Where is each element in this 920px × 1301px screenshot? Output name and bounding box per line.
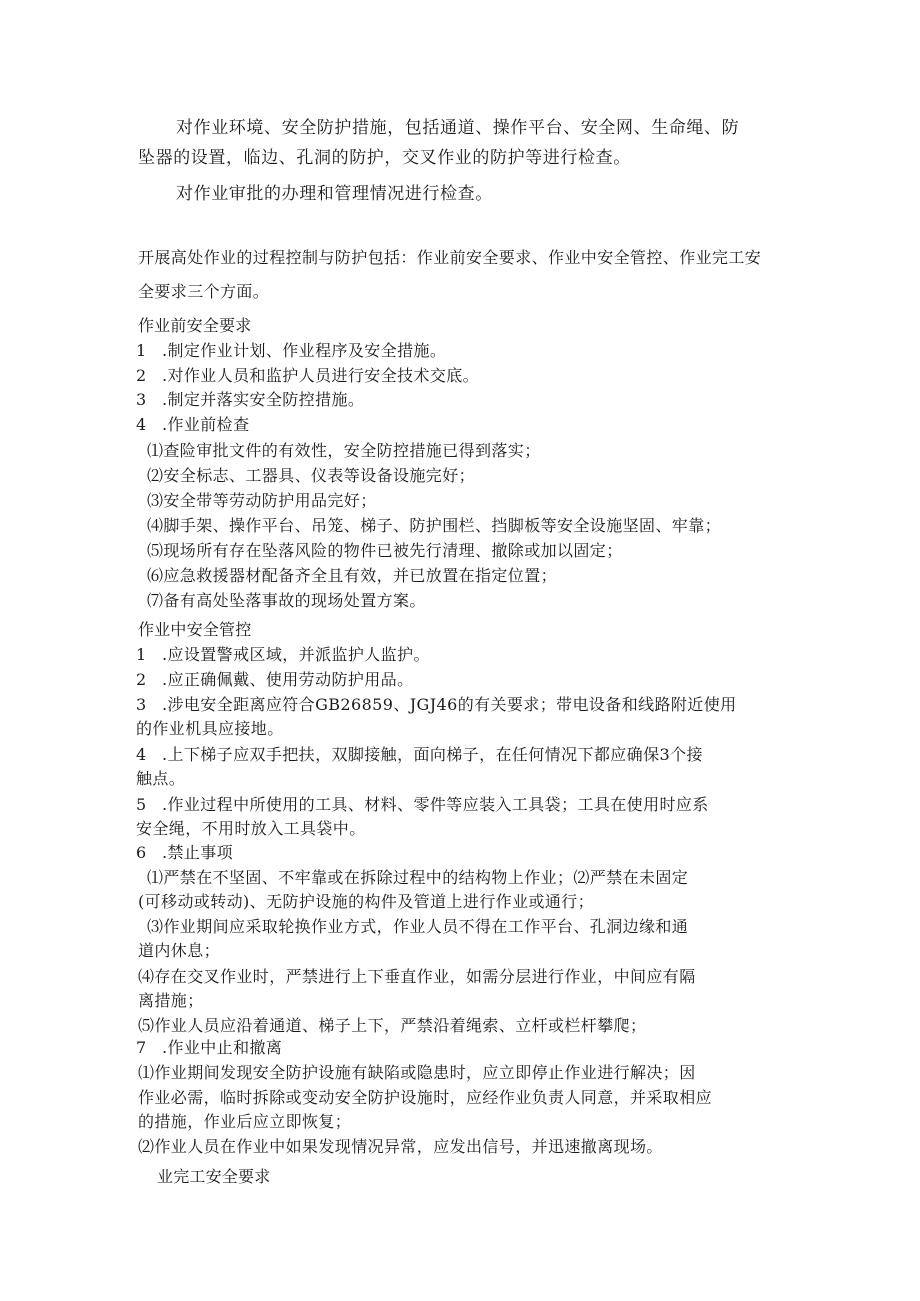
list-item-before-3: [136, 390, 364, 410]
list-number: 3: [136, 390, 147, 409]
list-text: .作业中止和撤离: [162, 1038, 283, 1057]
stop-evacuate-line-1: ⑴作业期间发现安全防护设施有缺陷或隐患时，应立即停止作业进行解决；因: [138, 1063, 696, 1082]
list-item-during-4: [136, 745, 703, 765]
list-item-before-2: [136, 366, 479, 386]
prohibition-line-6: 离措施；: [138, 991, 204, 1010]
prohibition-line-7: ⑸作业人员应沿着通道、梯子上下，严禁沿着绳索、立杆或栏杆攀爬；: [138, 1016, 647, 1035]
list-text: .对作业人员和监护人员进行安全技术交底。: [162, 366, 480, 385]
list-number: 2: [136, 366, 147, 385]
prohibition-line-5: ⑷存在交叉作业时，严禁进行上下垂直作业，如需分层进行作业，中间应有隔: [138, 967, 696, 986]
list-number: 5: [136, 795, 147, 814]
inspection-paragraph-line-2: 坠器的设置，临边、孔洞的防护，交叉作业的防护等进行检查。: [138, 148, 631, 168]
list-text: .应设置警戒区域，并派监护人监护。: [162, 645, 430, 664]
pre-check-item-4: ⑷脚手架、操作平台、吊笼、梯子、防护围栏、挡脚板等安全设施坚固、牢靠；: [147, 516, 722, 535]
pre-check-item-3: ⑶安全带等劳动防护用品完好；: [147, 491, 377, 510]
prohibition-line-1: ⑴严禁在不坚固、不牢靠或在拆除过程中的结构物上作业；⑵严禁在未固定: [147, 868, 689, 887]
list-number: 1: [136, 341, 147, 360]
list-item-during-5-cont: 安全绳，不用时放入工具袋中。: [136, 819, 366, 838]
list-item-before-4: [136, 415, 250, 435]
list-item-during-5: [136, 795, 709, 815]
list-item-during-3: [136, 695, 737, 715]
list-item-before-1: [136, 341, 446, 361]
pre-check-item-2: ⑵安全标志、工器具、仪表等设备设施完好；: [147, 466, 476, 485]
list-number: 1: [136, 645, 147, 664]
list-item-during-3-cont: 的作业机具应接地。: [136, 719, 284, 738]
prohibition-line-2: (可移动或转动)、无防护设施的构件及管道上进行作业或通行；: [138, 892, 595, 911]
pre-check-item-7: ⑺备有高处坠落事故的现场处置方案。: [147, 591, 426, 610]
pre-check-item-6: ⑹应急救援器材配备齐全且有效，并已放置在指定位置；: [147, 566, 558, 585]
stop-evacuate-line-2: 作业必需，临时拆除或变动安全防护设施时，应经作业负责人同意，并采取相应: [138, 1088, 713, 1107]
intro-line-2: 全要求三个方面。: [138, 282, 270, 301]
list-text: .作业前检查: [162, 415, 250, 434]
list-number: 2: [136, 670, 147, 689]
list-text: .禁止事项: [162, 843, 234, 862]
list-text: .应正确佩戴、使用劳动防护用品。: [162, 670, 414, 689]
section-heading-after-work: 业完工安全要求: [157, 1167, 271, 1186]
list-item-during-1: [136, 645, 430, 665]
list-number: 4: [136, 415, 147, 434]
list-number: 3: [136, 695, 147, 714]
approval-inspection-paragraph: 对作业审批的办理和管理情况进行检查。: [176, 184, 493, 204]
list-text: .制定并落实安全防控措施。: [162, 390, 365, 409]
section-heading-during-work: 作业中安全管控: [138, 620, 252, 639]
list-item-during-2: [136, 670, 414, 690]
intro-line-1: 开展高处作业的过程控制与防护包括：作业前安全要求、作业中安全管控、作业完工安: [138, 248, 762, 267]
list-text: .制定作业计划、作业程序及安全措施。: [162, 341, 447, 360]
pre-check-item-1: ⑴查险审批文件的有效性，安全防控措施已得到落实；: [147, 441, 541, 460]
list-text: .作业过程中所使用的工具、材料、零件等应装入工具袋；工具在使用时应系: [162, 795, 709, 814]
stop-evacuate-line-3: 的措施，作业后应立即恢复；: [138, 1112, 352, 1131]
prohibition-line-4: 道内休息；: [138, 941, 221, 960]
list-number: 7: [136, 1038, 147, 1057]
list-text: .上下梯子应双手把扶，双脚接触，面向梯子，在任何情况下都应确保3个接: [162, 745, 703, 764]
inspection-paragraph-line-1: 对作业环境、安全防护措施，包括通道、操作平台、安全网、生命绳、防: [176, 118, 740, 138]
pre-check-item-5: ⑸现场所有存在坠落风险的物件已被先行清理、撤除或加以固定；: [147, 541, 623, 560]
list-number: 6: [136, 843, 147, 862]
list-item-during-6: [136, 843, 233, 863]
list-item-during-4-cont: 触点。: [136, 769, 186, 788]
list-number: 4: [136, 745, 147, 764]
list-text: .涉电安全距离应符合GB26859、JGJ46的有关要求；带电设备和线路附近使用: [162, 695, 737, 714]
section-heading-before-work: 作业前安全要求: [138, 316, 252, 335]
prohibition-line-3: ⑶作业期间应采取轮换作业方式，作业人员不得在工作平台、孔洞边缘和通: [147, 917, 689, 936]
stop-evacuate-line-4: ⑵作业人员在作业中如果发现情况异常，应发出信号，并迅速撤离现场。: [138, 1137, 663, 1156]
list-item-during-7: [136, 1038, 282, 1058]
